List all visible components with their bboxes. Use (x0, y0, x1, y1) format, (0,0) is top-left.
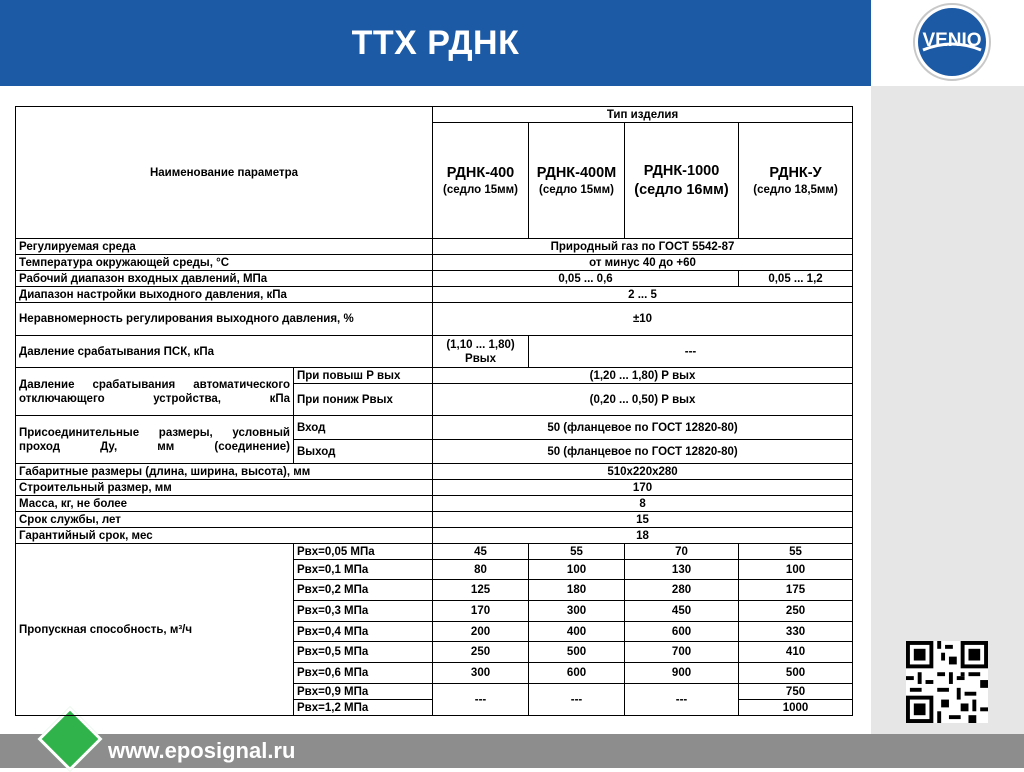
row-sublabel: При повыш Р вых (294, 368, 433, 384)
throughput-value: 450 (625, 601, 739, 622)
model-note: (седло 18,5мм) (753, 183, 838, 196)
row-label: Присоединительные размеры, условный проход Ду, мм (соединение) (16, 416, 294, 464)
row-label: Регулируемая среда (16, 239, 433, 255)
row-label: Давление срабатывания автоматического отключающего устройства, кПа (16, 368, 294, 416)
pressure-label: Рвх=0,1 МПа (294, 560, 433, 580)
throughput-value: 410 (739, 642, 853, 663)
row-label: Диапазон настройки выходного давления, кПа (16, 287, 433, 303)
row-value: --- (529, 336, 853, 368)
throughput-value: 500 (529, 642, 625, 663)
specs-table (15, 106, 853, 716)
throughput-value: 250 (739, 601, 853, 622)
row-value: 0,05 ... 1,2 (739, 271, 853, 287)
model-name: РДНК-400 (446, 164, 515, 181)
throughput-value: 300 (433, 663, 529, 684)
row-value: 18 (433, 528, 853, 544)
param-header: Наименование параметра (16, 107, 433, 239)
row-label: Строительный размер, мм (16, 480, 433, 496)
model-name: РДНК-1000 (седло 16мм) (634, 162, 729, 198)
pressure-label: Рвх=0,3 МПа (294, 601, 433, 622)
row-value: Природный газ по ГОСТ 5542-87 (433, 239, 853, 255)
row-value: 15 (433, 512, 853, 528)
row-label: Температура окружающей среды, °С (16, 255, 433, 271)
throughput-label: Пропускная способность, м³/ч (16, 544, 294, 716)
row-value: (1,10 ... 1,80) Рвых (433, 336, 529, 368)
row-label: Срок службы, лет (16, 512, 433, 528)
throughput-value: 100 (739, 560, 853, 580)
throughput-value: 200 (433, 622, 529, 642)
model-header (529, 123, 625, 239)
row-value: (0,20 ... 0,50) Р вых (433, 384, 853, 416)
throughput-value: 330 (739, 622, 853, 642)
throughput-value: --- (625, 684, 739, 716)
row-sublabel: Выход (294, 440, 433, 464)
footer-url-link[interactable]: www.eposignal.ru (108, 738, 296, 763)
model-name: РДНК-400М (536, 164, 617, 181)
pressure-label: Рвх=0,6 МПа (294, 663, 433, 684)
throughput-value: 900 (625, 663, 739, 684)
pressure-label: Рвх=0,4 МПа (294, 622, 433, 642)
row-value: от минус 40 до +60 (433, 255, 853, 271)
throughput-value: 125 (433, 580, 529, 601)
model-header (433, 123, 529, 239)
throughput-value: 55 (529, 544, 625, 560)
model-note: (седло 15мм) (539, 183, 614, 196)
row-value: 510х220х280 (433, 464, 853, 480)
row-value: 50 (фланцевое по ГОСТ 12820-80) (433, 416, 853, 440)
throughput-value: 700 (625, 642, 739, 663)
throughput-value: 750 (739, 684, 853, 700)
type-header: Тип изделия (433, 107, 853, 123)
throughput-value: 100 (529, 560, 625, 580)
pressure-label: Рвх=0,5 МПа (294, 642, 433, 663)
model-name: РДНК-У (769, 164, 822, 181)
throughput-value: 250 (433, 642, 529, 663)
row-label: Давление срабатывания ПСК, кПа (16, 336, 433, 368)
pressure-label: Рвх=1,2 МПа (294, 700, 433, 716)
throughput-value: 55 (739, 544, 853, 560)
throughput-value: 175 (739, 580, 853, 601)
qr-code-icon (906, 641, 988, 723)
throughput-value: 280 (625, 580, 739, 601)
model-header (739, 123, 853, 239)
right-panel (871, 86, 1024, 734)
pressure-label: Рвх=0,2 МПа (294, 580, 433, 601)
pressure-label: Рвх=0,9 МПа (294, 684, 433, 700)
row-label: Габаритные размеры (длина, ширина, высота), мм (16, 464, 433, 480)
throughput-value: 400 (529, 622, 625, 642)
throughput-value: 70 (625, 544, 739, 560)
throughput-value: 500 (739, 663, 853, 684)
row-sublabel: При пониж Рвых (294, 384, 433, 416)
row-value: 8 (433, 496, 853, 512)
throughput-value: 300 (529, 601, 625, 622)
pressure-label: Рвх=0,05 МПа (294, 544, 433, 560)
row-label: Неравномерность регулирования выходного давления, % (16, 303, 433, 336)
logo-text: VENIO (922, 30, 982, 51)
throughput-value: --- (433, 684, 529, 716)
row-label: Гарантийный срок, мес (16, 528, 433, 544)
row-value: 50 (фланцевое по ГОСТ 12820-80) (433, 440, 853, 464)
throughput-value: --- (529, 684, 625, 716)
model-header (625, 123, 739, 239)
throughput-value: 170 (433, 601, 529, 622)
throughput-value: 130 (625, 560, 739, 580)
throughput-value: 180 (529, 580, 625, 601)
row-sublabel: Вход (294, 416, 433, 440)
row-value: ±10 (433, 303, 853, 336)
model-note: (седло 15мм) (443, 183, 518, 196)
throughput-value: 80 (433, 560, 529, 580)
row-value: 170 (433, 480, 853, 496)
page-title: ТТХ РДНК (351, 24, 520, 62)
throughput-value: 600 (529, 663, 625, 684)
row-label: Масса, кг, не более (16, 496, 433, 512)
row-value: (1,20 ... 1,80) Р вых (433, 368, 853, 384)
throughput-value: 1000 (739, 700, 853, 716)
row-label: Рабочий диапазон входных давлений, МПа (16, 271, 433, 287)
row-value: 0,05 ... 0,6 (433, 271, 739, 287)
throughput-value: 45 (433, 544, 529, 560)
throughput-value: 600 (625, 622, 739, 642)
row-value: 2 ... 5 (433, 287, 853, 303)
